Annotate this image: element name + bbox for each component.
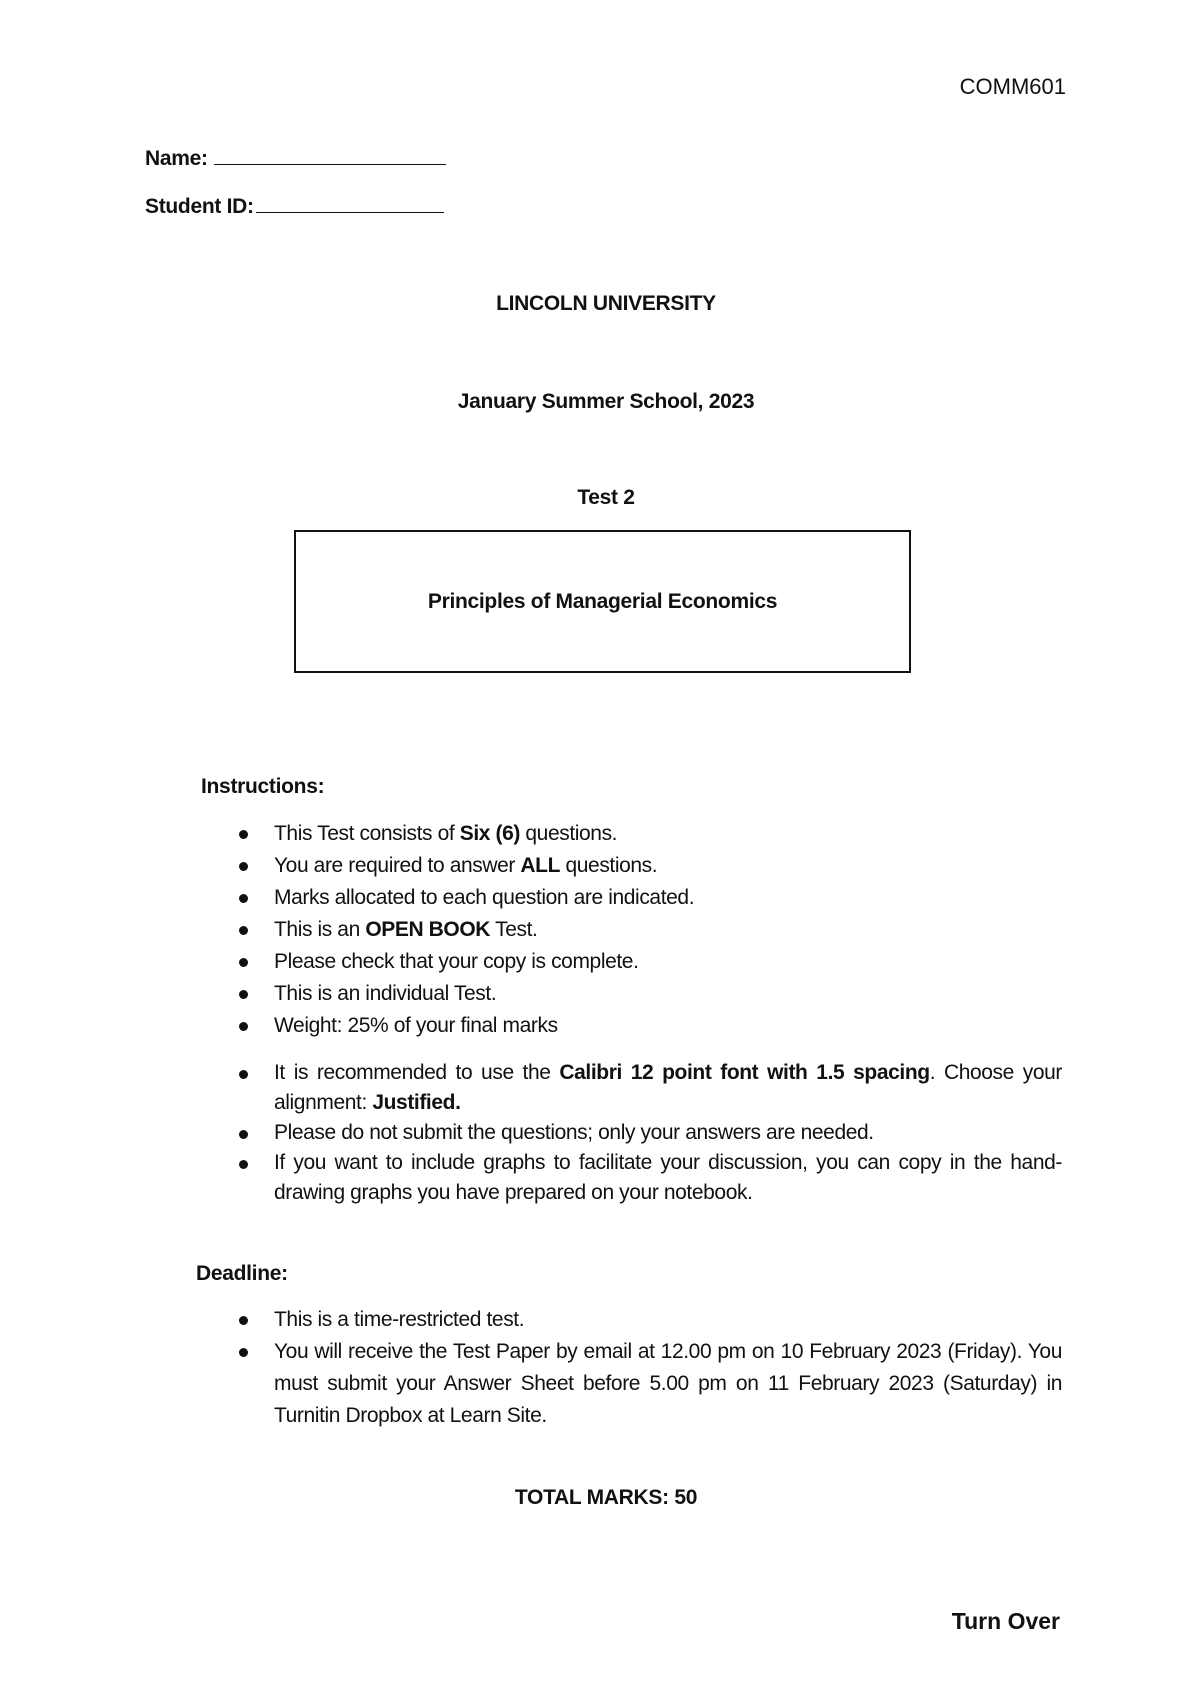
list-item: You will receive the Test Paper by email at 12.00 pm on 10 February 2023 (Friday). You must submit your Answer Sheet before 5.00 pm on 11 February 2023 (Saturday) in Turnitin Dropbox at Learn Site. xyxy=(274,1336,1062,1432)
list-item: This is an individual Test. xyxy=(274,978,1062,1010)
total-marks: TOTAL MARKS: 50 xyxy=(514,1486,698,1509)
turn-over-label: Turn Over xyxy=(951,1608,1060,1634)
list-item: Please do not submit the questions; only your answers are needed. xyxy=(274,1118,1062,1148)
list-item: If you want to include graphs to facilitate your discussion, you can copy in the hand-drawing graphs you have prepared on your notebook. xyxy=(274,1148,1062,1208)
student-id-blank-line xyxy=(256,194,444,213)
instructions-list xyxy=(274,818,1062,1042)
list-item: Please check that your copy is complete. xyxy=(274,946,1062,978)
student-id-label: Student ID: xyxy=(145,195,254,218)
formatting-instructions-list xyxy=(274,1058,1062,1208)
list-item: It is recommended to use the Calibri 12 point font with 1.5 spacing. Choose your alignment: Justified. xyxy=(274,1058,1062,1118)
list-item: Marks allocated to each question are indicated. xyxy=(274,882,1062,914)
course-title-box xyxy=(294,530,911,673)
list-item: This is an OPEN BOOK Test. xyxy=(274,914,1062,946)
course-title: Principles of Managerial Economics xyxy=(427,589,778,613)
name-label: Name: xyxy=(145,147,208,170)
deadline-list xyxy=(274,1304,1062,1432)
deadline-heading: Deadline: xyxy=(196,1262,288,1285)
list-item: Weight: 25% of your final marks xyxy=(274,1010,1062,1042)
school-title: January Summer School, 2023 xyxy=(457,390,755,413)
university-title: LINCOLN UNIVERSITY xyxy=(496,292,716,315)
name-field xyxy=(145,146,446,171)
list-item: This Test consists of Six (6) questions. xyxy=(274,818,1062,850)
course-code: COMM601 xyxy=(959,74,1066,99)
list-item: You are required to answer ALL questions. xyxy=(274,850,1062,882)
test-title: Test 2 xyxy=(577,486,635,509)
instructions-heading: Instructions: xyxy=(201,775,325,798)
student-id-field xyxy=(145,194,444,219)
name-blank-line xyxy=(214,146,446,165)
list-item: This is a time-restricted test. xyxy=(274,1304,1062,1336)
